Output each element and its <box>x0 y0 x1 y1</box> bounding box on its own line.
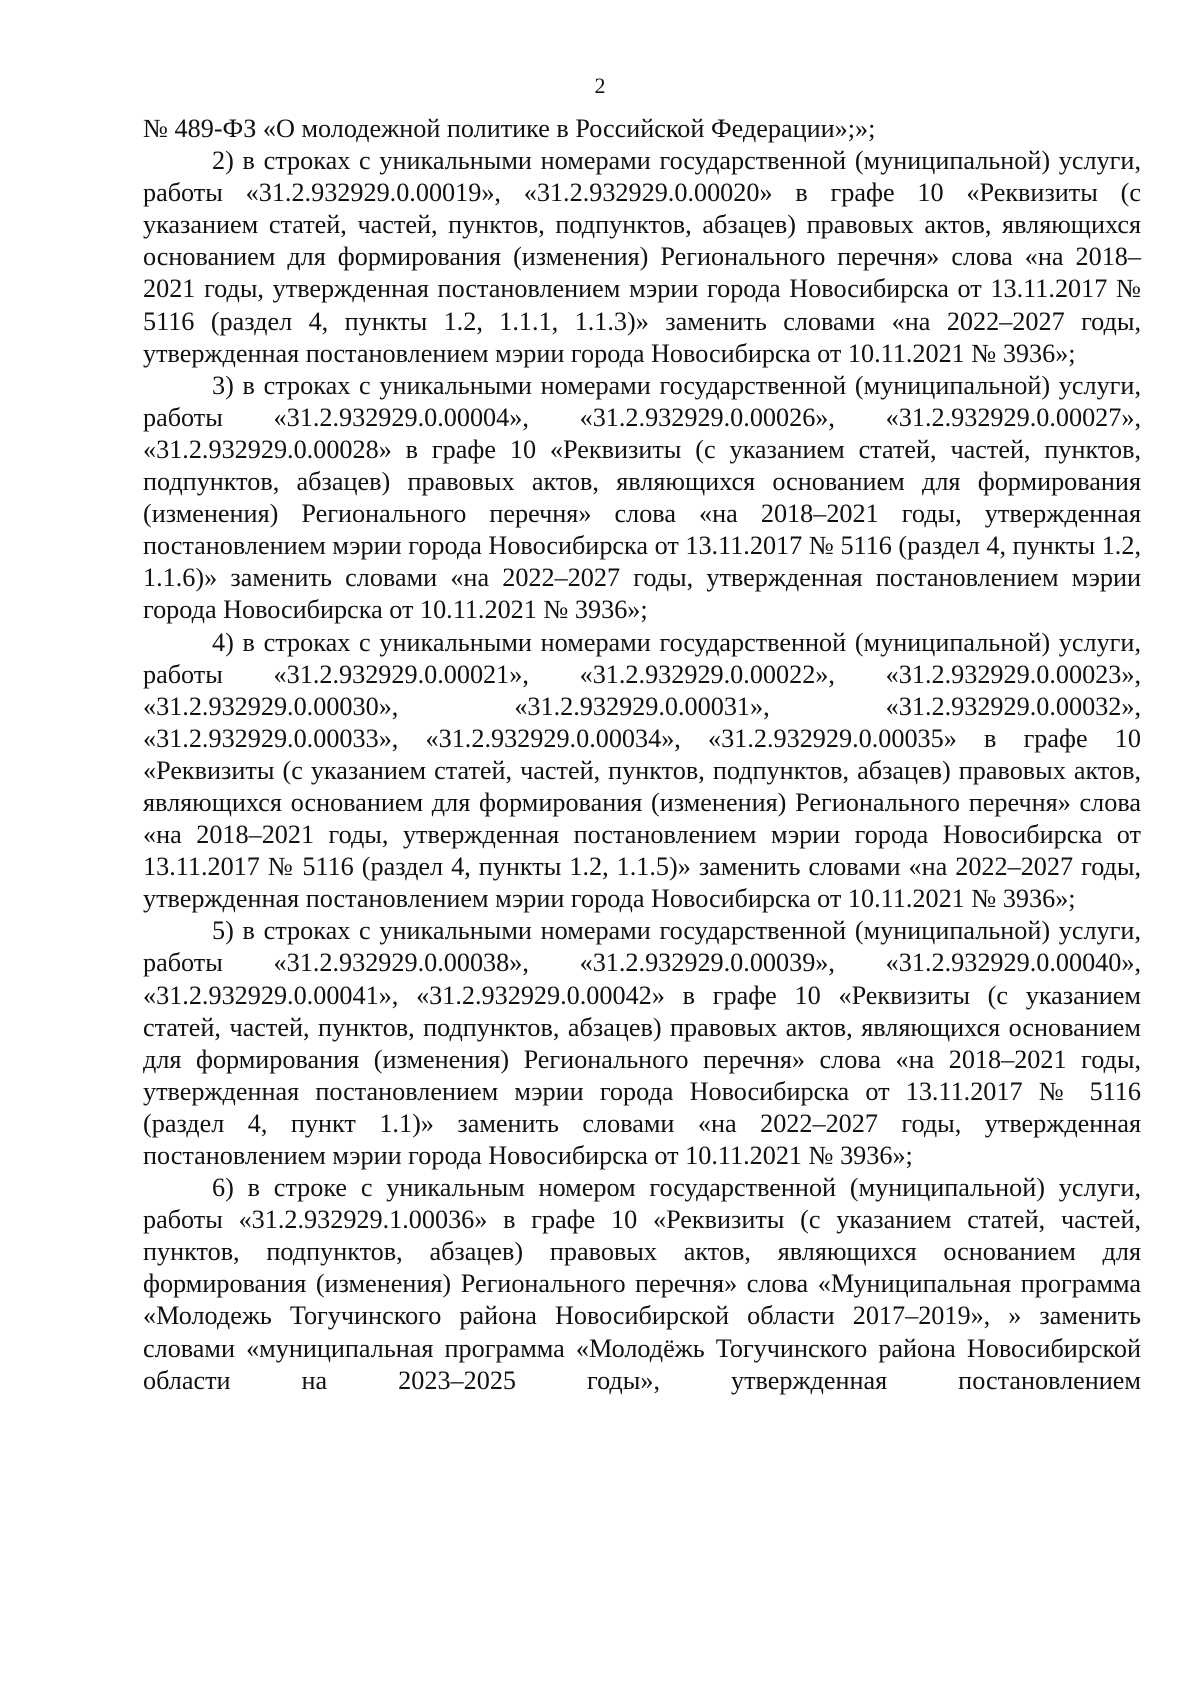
page-number: 2 <box>594 73 606 98</box>
paragraph-continuation: № 489-ФЗ «О молодежной политике в Российской Федерации»;»; <box>143 114 876 143</box>
document-body <box>143 113 1141 1397</box>
paragraph-item-5: 5) в строках с уникальными номерами государственной (муниципальной) услуги, работы «31.2.932929.0.00038», «31.2.932929.0.00039», «31.2.932929.0.00040», «31.2.932929.0.00041», «31.2.932929.0.00042» в графе 10 «Реквизиты (с указанием статей, частей, пунктов, подпунктов, абзацев) правовых актов, являющихся основанием для формирования (изменения) Регионального перечня» слова «на 2018–2021 годы, утвержденная постановлением мэрии города Новосибирска от 13.11.2017 № 5116 (раздел 4, пункт 1.1)» заменить словами «на 2022–2027 годы, утвержденная постановлением мэрии города Новосибирска от 10.11.2021 № 3936»; <box>143 916 1141 1170</box>
paragraph-item-3: 3) в строках с уникальными номерами государственной (муниципальной) услуги, работы «31.2.932929.0.00004», «31.2.932929.0.00026», «31.2.932929.0.00027», «31.2.932929.0.00028» в графе 10 «Реквизиты (с указанием статей, частей, пунктов, подпунктов, абзацев) правовых актов, являющихся основанием для формирования (изменения) Регионального перечня» слова «на 2018–2021 годы, утвержденная постановлением мэрии города Новосибирска от 13.11.2017 № 5116 (раздел 4, пункты 1.2, 1.1.6)» заменить словами «на 2022–2027 годы, утвержденная постановлением мэрии города Новосибирска от 10.11.2021 № 3936»; <box>143 370 1141 625</box>
paragraph-item-6: 6) в строке с уникальным номером государственной (муниципальной) услуги, работы «31.2.932929.1.00036» в графе 10 «Реквизиты (с указанием статей, частей, пунктов, подпунктов, абзацев) правовых актов, являющихся основанием для формирования (изменения) Регионального перечня» слова «Муниципальная программа «Молодежь Тогучинского района Новосибирской области 2017–2019», » заменить словами «муниципальная программа «Молодёжь Тогучинского района Новосибирской области на 2023–2025 годы», утвержденная постановлением <box>143 1173 1141 1395</box>
paragraph-item-2: 2) в строках с уникальными номерами государственной (муниципальной) услуги, работы «31.2.932929.0.00019», «31.2.932929.0.00020» в графе 10 «Реквизиты (с указанием статей, частей, пунктов, подпунктов, абзацев) правовых актов, являющихся основанием для формирования (изменения) Регионального перечня» слова «на 2018–2021 годы, утвержденная постановлением мэрии города Новосибирска от 13.11.2017 № 5116 (раздел 4, пункты 1.2, 1.1.1, 1.1.3)» заменить словами «на 2022–2027 годы, утвержденная постановлением мэрии города Новосибирска от 10.11.2021 № 3936»; <box>143 146 1141 368</box>
paragraph-item-4: 4) в строках с уникальными номерами государственной (муниципальной) услуги, работы «31.2.932929.0.00021», «31.2.932929.0.00022», «31.2.932929.0.00023», «31.2.932929.0.00030», «31.2.932929.0.00031», «31.2.932929.0.00032», «31.2.932929.0.00033», «31.2.932929.0.00034», «31.2.932929.0.00035» в графе 10 «Реквизиты (с указанием статей, частей, пунктов, подпунктов, абзацев) правовых актов, являющихся основанием для формирования (изменения) Регионального перечня» слова «на 2018–2021 годы, утвержденная постановлением мэрии города Новосибирска от 13.11.2017 № 5116 (раздел 4, пункты 1.2, 1.1.5)» заменить словами «на 2022–2027 годы, утвержденная постановлением мэрии города Новосибирска от 10.11.2021 № 3936»; <box>143 627 1141 914</box>
